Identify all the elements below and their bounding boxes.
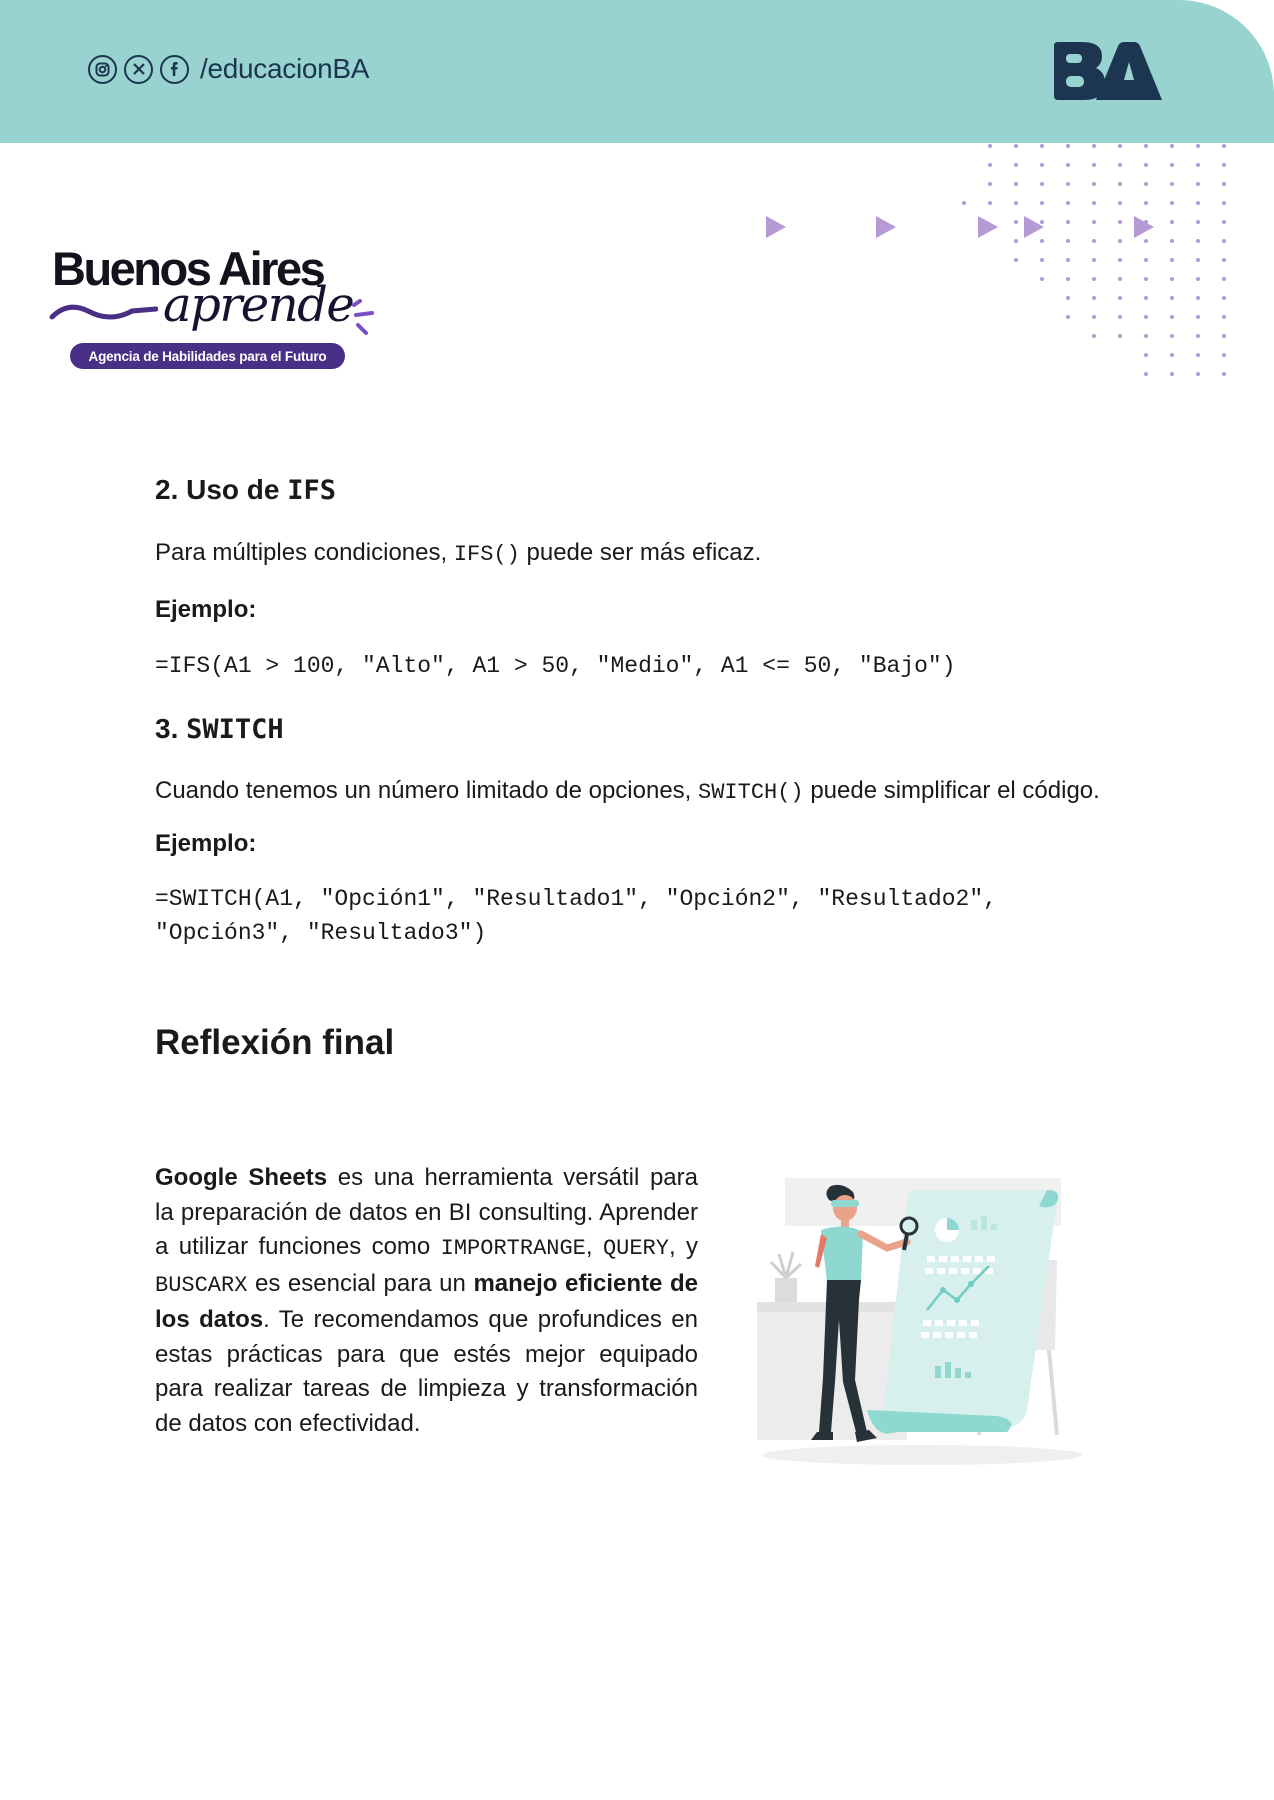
section-ifs-heading: [155, 473, 1121, 507]
section-switch-heading: [155, 712, 1121, 746]
bold-text: Google Sheets: [155, 1164, 328, 1191]
section-ifs-example-code: =IFS(A1 > 100, "Alto", A1 > 50, "Medio", A1 <= 50, "Bajo"): [155, 653, 956, 680]
brand-swoosh-icon: [48, 297, 158, 327]
section-ifs-intro: [155, 534, 1121, 573]
social-links: [88, 53, 369, 85]
brand-line2: aprende: [163, 277, 354, 333]
code-buscarx: BUSCARX: [155, 1272, 248, 1298]
section-ifs-example-label: Ejemplo:: [155, 596, 257, 624]
reflection-title: Reflexión final: [155, 1023, 395, 1063]
body-text: es una herramienta versátil para la preparación de datos en BI consulting. Aprender a utilizar funciones como: [155, 1164, 698, 1260]
social-handle[interactable]: /educacionBA: [200, 53, 370, 84]
ba-logo: [1052, 40, 1164, 109]
data-analysis-illustration: [757, 1170, 1087, 1470]
reflection-paragraph: [155, 1161, 698, 1441]
section-ifs-code: IFS: [287, 475, 337, 506]
intro-text: Para múltiples condiciones,: [155, 539, 448, 567]
code-query: QUERY: [602, 1236, 669, 1261]
body-text: es esencial para un: [255, 1269, 466, 1297]
header-band: [0, 0, 1274, 143]
section-switch-intro: [155, 772, 1121, 811]
code-line: "Opción3", "Resultado3"): [155, 920, 487, 947]
section-switch-code: SWITCH: [186, 714, 284, 746]
intro-code: SWITCH(): [698, 779, 804, 805]
instagram-icon[interactable]: [88, 55, 117, 84]
separator: ,: [585, 1233, 593, 1260]
main-content: [155, 470, 1121, 1064]
brand-line1: Buenos Aires: [52, 242, 324, 295]
section-switch-number: 3.: [155, 713, 179, 745]
intro-text: Cuando tenemos un número limitado de opciones,: [155, 776, 692, 804]
brand-sparkle-icon: [348, 297, 384, 341]
section-switch-example-code: [155, 882, 1121, 950]
separator: , y: [668, 1233, 699, 1260]
brand-tagline: Agencia de Habilidades para el Futuro: [70, 343, 345, 369]
decorative-arrows: [760, 210, 1160, 250]
section-ifs-number: 2. Uso de: [155, 474, 280, 505]
code-line: =SWITCH(A1, "Opción1", "Resultado1", "Opción2", "Resultado2",: [155, 886, 997, 913]
intro-code: IFS(): [453, 542, 520, 568]
intro-text: puede ser más eficaz.: [526, 539, 762, 567]
decorative-dot-grid: [960, 143, 1260, 383]
facebook-icon[interactable]: [160, 55, 189, 84]
buenos-aires-aprende-logo: [48, 242, 388, 375]
bold-text: manejo eficiente de los datos: [155, 1269, 698, 1333]
intro-text: puede simplificar el código.: [810, 776, 1100, 804]
x-icon[interactable]: [124, 55, 153, 84]
body-text: . Te recomendamos que profundices en estas prácticas para que estés mejor equipado para realizar tareas de limpieza y transformación de datos con efectividad.: [155, 1306, 698, 1437]
section-switch-example-label: Ejemplo:: [155, 829, 257, 857]
code-importrange: IMPORTRANGE: [440, 1236, 586, 1261]
